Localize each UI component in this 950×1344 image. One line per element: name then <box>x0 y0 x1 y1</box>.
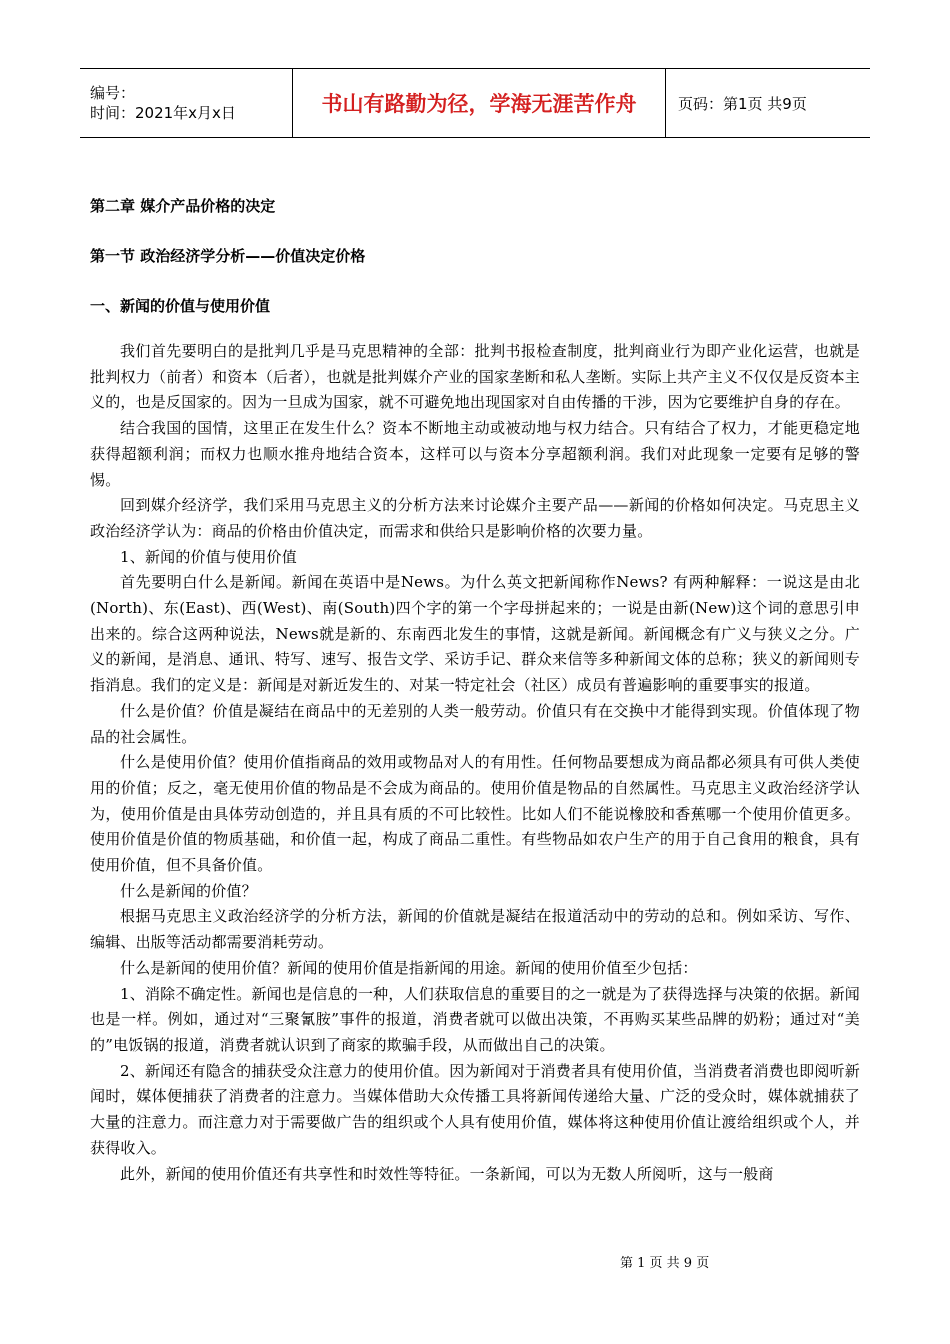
paragraph: 什么是价值？价值是凝结在商品中的无差别的人类一般劳动。价值只有在交换中才能得到实现。价值体现了物品的社会属性。 <box>90 701 860 746</box>
header-page-cell <box>666 69 870 137</box>
section-title: 第一节 政治经济学分析——价值决定价格 <box>90 247 366 265</box>
header-left-cell <box>80 69 292 137</box>
paragraph: 此外，新闻的使用价值还有共享性和时效性等特征。一条新闻，可以为无数人所阅听，这与一般商 <box>120 1164 774 1183</box>
page-footer: 第 1 页 共 9 页 <box>620 1256 710 1271</box>
paragraph: 什么是新闻的使用价值？新闻的使用价值是指新闻的用途。新闻的使用价值至少包括： <box>120 958 698 977</box>
paragraph: 什么是新闻的价值？ <box>120 881 257 900</box>
header-motto-cell <box>292 69 666 137</box>
paragraph: 2、新闻还有隐含的捕获受众注意力的使用价值。因为新闻对于消费者具有使用价值，当消费者消费也即阅听新闻时，媒体便捕获了消费者的注意力。当媒体借助大众传播工具将新闻传递给大量、广泛的受众时，媒体就捕获了大量的注意力。而注意力对于需要做广告的组织或个人具有使用价值，媒体将这种使用价值让渡给组织或个人，并获得收入。 <box>90 1061 860 1157</box>
motto-text: 书山有路勤为径，学海无涯苦作舟 <box>321 92 637 116</box>
paragraph: 首先要明白什么是新闻。新闻在英语中是News。为什么英文把新闻称作News? 有两种解释：一说这是由北(North)、东(East)、西(West)、南(South)四个字的第一个字母拼起来的；一说是由新(New)这个词的意思引申出来的。综合这两种说法，News就是新的、东南西北发生的事情，这就是新闻。新闻概念有广义与狭义之分。广义的新闻，是消息、通讯、特写、速写、报告文学、采访手记、群众来信等多种新闻文体的总称；狭义的新闻则专指消息。我们的定义是：新闻是对新近发生的、对某一特定社会（社区）成员有普遍影响的重要事实的报道。 <box>90 573 860 695</box>
subsection-title: 一、新闻的价值与使用价值 <box>90 297 271 315</box>
paragraph: 1、消除不确定性。新闻也是信息的一种，人们获取信息的重要目的之一就是为了获得选择与决策的依据。新闻也是一样。例如，通过对“三聚氰胺”事件的报道，消费者就可以做出决策，不再购买某些品牌的奶粉；通过对“美的”电饭锅的报道，消费者就认识到了商家的欺骗手段，从而做出自己的决策。 <box>90 984 860 1054</box>
page-info: 页码：第1页 共9页 <box>678 94 807 113</box>
paragraph: 我们首先要明白的是批判几乎是马克思精神的全部：批判书报检查制度，批判商业行为即产业化运营，也就是批判权力（前者）和资本（后者），也就是批判媒介产业的国家垄断和私人垄断。实际上共产主义不仅仅是反资本主义的，也是反国家的。因为一旦成为国家，就不可避免地出现国家对自由传播的干涉，因为它要维护自身的存在。 <box>90 342 860 412</box>
paragraph: 回到媒介经济学，我们采用马克思主义的分析方法来讨论媒介主要产品——新闻的价格如何决定。马克思主义政治经济学认为：商品的价格由价值决定，而需求和供给只是影响价格的次要力量。 <box>90 496 860 540</box>
paragraph: 根据马克思主义政治经济学的分析方法，新闻的价值就是凝结在报道活动中的劳动的总和。例如采访、写作、编辑、出版等活动都需要消耗劳动。 <box>90 907 860 952</box>
document-header <box>80 68 870 138</box>
chapter-title: 第二章 媒介产品价格的决定 <box>90 197 276 215</box>
paragraph: 结合我国的国情，这里正在发生什么？资本不断地主动或被动地与权力结合。只有结合了权力，才能更稳定地获得超额利润；而权力也顺水推舟地结合资本，这样可以与资本分享超额利润。我们对此现象一定要有足够的警惕。 <box>90 419 860 489</box>
paragraph: 什么是使用价值？使用价值指商品的效用或物品对人的有用性。任何物品要想成为商品都必须具有可供人类使用的价值；反之，毫无使用价值的物品是不会成为商品的。使用价值是物品的自然属性。马克思主义政治经济学认为，使用价值是由具体劳动创造的，并且具有质的不可比较性。比如人们不能说橡胶和香蕉哪一个使用价值更多。使用价值是价值的物质基础，和价值一起，构成了商品二重性。有些物品如农户生产的用于自己食用的粮食，具有使用价值，但不具备价值。 <box>90 753 860 875</box>
number-label: 编号： <box>90 84 136 102</box>
paragraph: 1、新闻的价值与使用价值 <box>120 547 297 566</box>
date-label: 时间：2021年x月x日 <box>90 104 236 122</box>
document-body <box>90 195 860 1187</box>
